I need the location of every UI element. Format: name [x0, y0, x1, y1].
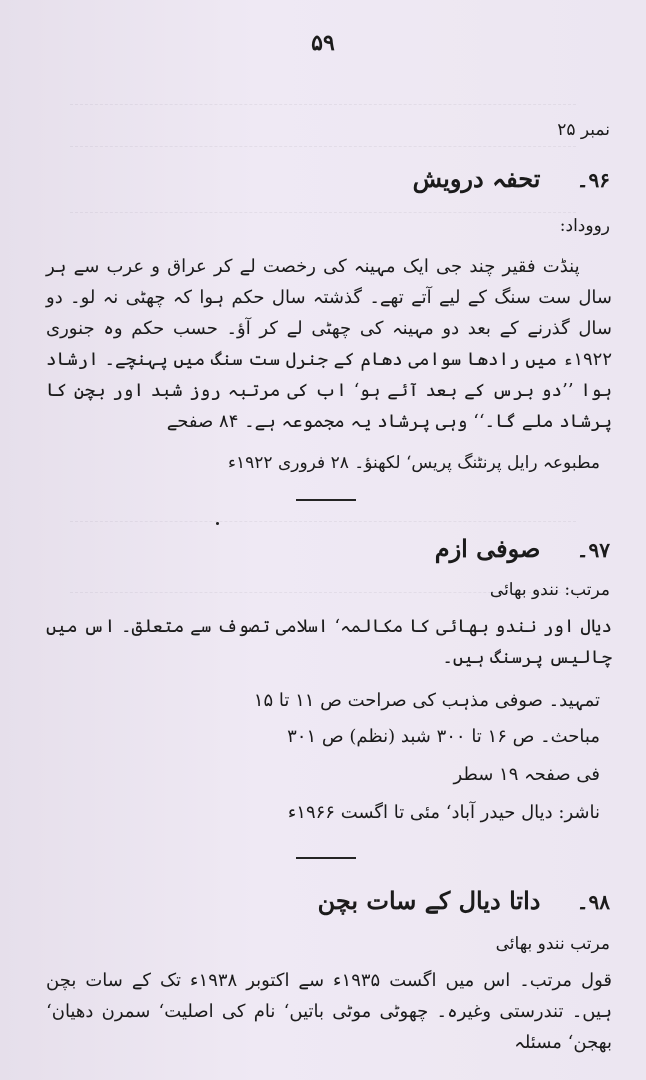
detail-line: تمہید۔ صوفی مذہب کی صراحت ص ۱۱ تا ۱۵ — [253, 690, 600, 711]
detail-line: ناشر: دیال حیدر آباد‘ مئی تا اگست ۱۹۶۶ء — [287, 802, 600, 823]
entry-number: ۹۶۔ — [576, 168, 610, 192]
entry-heading — [413, 164, 610, 193]
entry-description: قول مرتب۔ اس میں اگست ۱۹۳۵ء سے اکتوبر ۱۹۳۸ء تک کے سات بچن ہیں۔ تندرستی وغیرہ۔ چھوٹی موٹی باتیں‘ نام کی اصلیت‘ سمرن دھیان‘ بھجن‘ مسئلہ — [46, 970, 613, 1053]
entry-heading — [318, 886, 610, 915]
detail-line: فی صفحہ ۱۹ سطر — [453, 764, 600, 785]
section-divider — [296, 857, 356, 859]
page-number: ۵۹ — [311, 30, 335, 56]
ink-dot — [216, 522, 219, 525]
compiler-line: مرتب نندو بھائی — [495, 934, 610, 954]
show-through-text-line — [70, 503, 576, 522]
entry-heading — [435, 534, 610, 563]
show-through-text-line — [70, 128, 576, 147]
entry-paragraph: پنڈت فقیر چند جی ایک مہینہ کی رخصت لے کر عراق و عرب سے ہر سال ست سنگ کے لیے آتے تھے۔ گذشتہ سال حکم ہوا کہ چھٹی نہ لو۔ دو سال گذرنے کے بعد دو مہینہ کی چھٹی لے کر آؤ۔ حسب حکم وہ جنوری ۱۹۲۲ء میں رادھا سوامی دھام کے جنرل ست سنگ میں پہنچے۔ ارشاد ہوا ’’دو برس کے بعد آئے ہو‘ اب کی مرتبہ روز شبد اور بچن کا پرشاد ملے گا۔‘‘ وہی پرشاد یہ مجموعہ ہے۔ ۸۴ صفحے — [46, 256, 612, 432]
entry-number: ۹۷۔ — [576, 538, 610, 562]
show-through-text-line — [70, 194, 576, 213]
compiler-line: مرتب: نندو بھائی — [489, 580, 610, 600]
entry-title: تحفہ درویش — [412, 164, 541, 193]
subheading: رووداد: — [559, 216, 610, 236]
section-label: نمبر ۲۵ — [557, 120, 610, 140]
section-divider — [296, 499, 356, 501]
entry-title: داتا دیال کے سات بچن — [317, 886, 541, 915]
entry-description: دیال اور نندو بھائی کا مکالمہ‘ اسلامی تصوف سے متعلق۔ اس میں چالیس پرسنگ ہیں۔ — [46, 616, 612, 668]
publication-line: مطبوعہ رایل پرنٹنگ پریس‘ لکھنؤ۔ ۲۸ فروری ۱۹۲۲ء — [228, 453, 600, 473]
entry-title: صوفی ازم — [434, 534, 541, 563]
detail-line: مباحث۔ ص ۱۶ تا ۳۰۰ شبد (نظم) ص ۳۰۱ — [287, 726, 600, 747]
show-through-text-line — [70, 86, 576, 105]
entry-number: ۹۸۔ — [576, 890, 610, 914]
